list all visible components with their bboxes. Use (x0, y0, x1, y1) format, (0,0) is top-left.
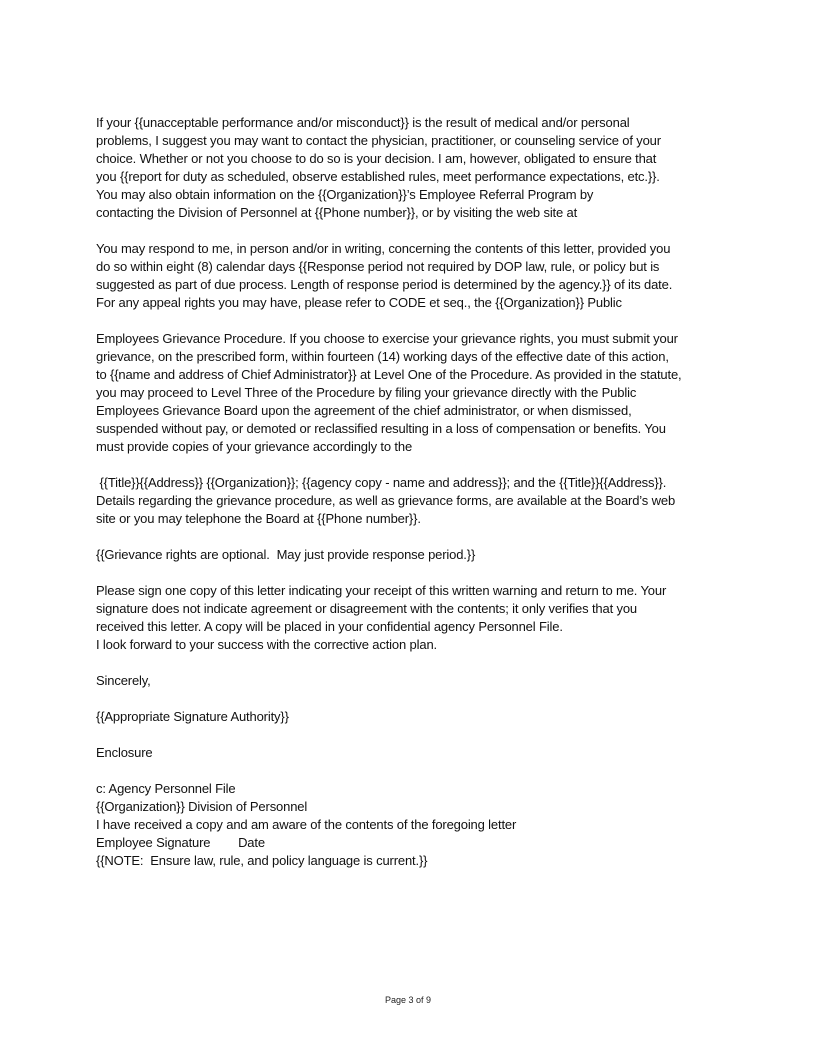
text-line: You may respond to me, in person and/or in writing, concerning the contents of this letter, provided you (96, 241, 671, 256)
text-line: suggested as part of due process. Length of response period is determined by the agency.}} of its date. (96, 277, 673, 292)
text-line: must provide copies of your grievance accordingly to the (96, 439, 413, 454)
text-line: grievance, on the prescribed form, within fourteen (14) working days of the effective date of this action, (96, 349, 669, 364)
cc-line: c: Agency Personnel File (96, 781, 236, 796)
text-line: do so within eight (8) calendar days {{Response period not required by DOP law, rule, or policy but is (96, 259, 660, 274)
paragraph-grievance (96, 330, 726, 456)
text-line: {{Title}}{{Address}} {{Organization}}; {{agency copy - name and address}}; and the {{Title}}{{Address}}. (96, 475, 667, 490)
text-line: suspended without pay, or demoted or reclassified resulting in a loss of compensation or benefits. You (96, 421, 666, 436)
text-line: you may proceed to Level Three of the Procedure by filing your grievance directly with the Public (96, 385, 637, 400)
text-line: signature does not indicate agreement or disagreement with the contents; it only verifies that you (96, 601, 638, 616)
enclosure-label: Enclosure (96, 745, 153, 760)
closing: Sincerely, (96, 673, 151, 688)
paragraph-sign (96, 582, 726, 654)
paragraph-respond (96, 240, 726, 312)
text-line: Please sign one copy of this letter indicating your receipt of this written warning and return to me. Your (96, 583, 667, 598)
letter-body (96, 114, 726, 888)
text-line: choice. Whether or not you choose to do so is your decision. I am, however, obligated to ensure that (96, 151, 657, 166)
note-line: {{NOTE: Ensure law, rule, and policy language is current.}} (96, 853, 428, 868)
paragraph-performance (96, 114, 726, 222)
text-line: Employees Grievance Board upon the agreement of the chief administrator, or when dismissed, (96, 403, 632, 418)
grievance-optional-note: {{Grievance rights are optional. May just provide response period.}} (96, 547, 476, 562)
text-line: Employees Grievance Procedure. If you choose to exercise your grievance rights, you must submit your (96, 331, 678, 346)
cc-block (96, 780, 726, 870)
acknowledgement-line: I have received a copy and am aware of the contents of the foregoing letter (96, 817, 517, 832)
text-line: to {{name and address of Chief Administrator}} at Level One of the Procedure. As provided in the statute, (96, 367, 682, 382)
text-line: you {{report for duty as scheduled, observe established rules, meet performance expectations, etc.}}. (96, 169, 660, 184)
cc-line: {{Organization}} Division of Personnel (96, 799, 308, 814)
text-line: site or you may telephone the Board at {{Phone number}}. (96, 511, 421, 526)
text-line: If your {{unacceptable performance and/or misconduct}} is the result of medical and/or personal (96, 115, 630, 130)
text-line: contacting the Division of Personnel at {{Phone number}}, or by visiting the web site at (96, 205, 578, 220)
text-line: received this letter. A copy will be placed in your confidential agency Personnel File. (96, 619, 563, 634)
text-line: problems, I suggest you may want to contact the physician, practitioner, or counseling service of your (96, 133, 661, 148)
paragraph-copies (96, 474, 726, 528)
employee-signature-line: Employee Signature Date (96, 835, 265, 850)
text-line: For any appeal rights you may have, please refer to CODE et seq., the {{Organization}} Public (96, 295, 622, 310)
signature-authority: {{Appropriate Signature Authority}} (96, 709, 289, 724)
page-number: Page 3 of 9 (384, 995, 432, 1005)
text-line: Details regarding the grievance procedure, as well as grievance forms, are available at the Board’s web (96, 493, 676, 508)
text-line: I look forward to your success with the corrective action plan. (96, 637, 437, 652)
text-line: You may also obtain information on the {{Organization}}’s Employee Referral Program by (96, 187, 594, 202)
